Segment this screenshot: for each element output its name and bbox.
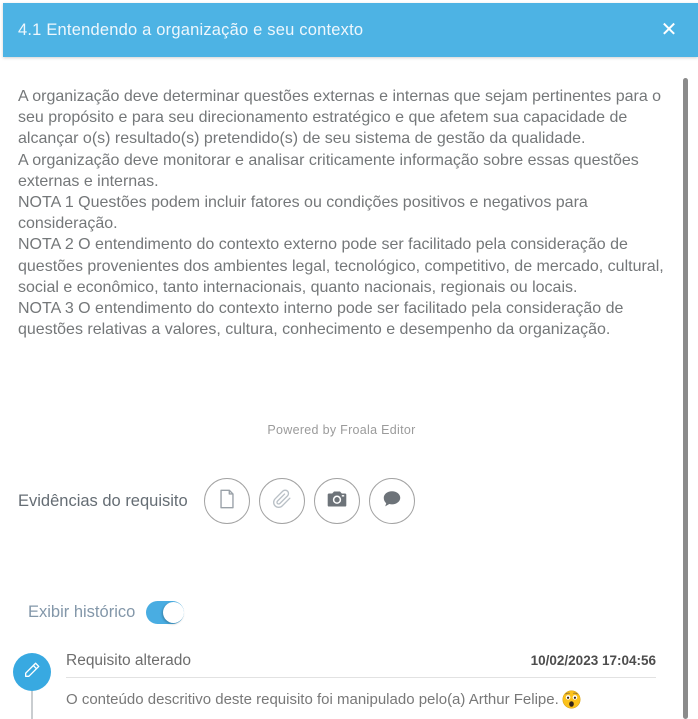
toggle-knob xyxy=(163,602,184,623)
history-item-description-row xyxy=(66,690,581,709)
requirement-description-editor[interactable] xyxy=(18,86,666,340)
description-paragraph: NOTA 1 Questões podem incluir fatores ou condições positivos e negativos para consideração. xyxy=(18,194,588,233)
description-paragraph: NOTA 2 O entendimento do contexto externo pode ser facilitado pela consideração de questões provenientes dos ambientes legal, tecnológico, competitivo, de mercado, cultural, social e econômico, tanto internacionais, quanto nacionais, regionais ou locais. xyxy=(18,236,664,296)
history-item-title: Requisito alterado xyxy=(66,652,191,669)
evidence-comment-button[interactable] xyxy=(369,478,415,524)
evidence-buttons xyxy=(204,478,415,524)
history-item-timestamp: 10/02/2023 17:04:56 xyxy=(530,653,656,668)
document-icon xyxy=(216,488,238,515)
pencil-icon xyxy=(22,660,42,685)
camera-icon xyxy=(325,487,349,516)
modal-header xyxy=(3,3,698,57)
show-history-toggle[interactable] xyxy=(146,601,184,624)
modal-title: 4.1 Entendendo a organização e seu contexto xyxy=(18,20,364,39)
evidence-photo-button[interactable] xyxy=(314,478,360,524)
timeline-connector xyxy=(31,691,33,719)
show-history-label: Exibir histórico xyxy=(28,603,136,621)
close-icon[interactable]: ✕ xyxy=(660,19,678,41)
history-event-badge xyxy=(13,653,51,691)
history-item-header xyxy=(66,652,656,670)
paperclip-icon xyxy=(272,489,292,514)
comment-icon xyxy=(381,488,403,515)
description-paragraph: A organização deve determinar questões externas e internas que sejam pertinentes para o seu propósito e para seu direcionamento estratégico e que afetem sua capacidade de alcançar o(s) resultado(s) pretendido(s) de seu sistema de gestão da qualidade. xyxy=(18,88,662,148)
history-item-description: O conteúdo descritivo deste requisito foi manipulado pelo(a) Arthur Felipe. xyxy=(66,691,559,708)
description-paragraph: NOTA 3 O entendimento do contexto interno pode ser facilitado pela consideração de questões relativas a valores, cultura, conhecimento e desempenho da organização. xyxy=(18,300,624,339)
froala-powered-by-link[interactable]: Powered by Froala Editor xyxy=(267,423,416,437)
evidence-attachment-button[interactable] xyxy=(259,478,305,524)
vertical-scrollbar[interactable] xyxy=(683,78,688,719)
astonished-face-emoji xyxy=(562,690,581,709)
evidence-section-label: Evidências do requisito xyxy=(18,492,188,510)
evidence-document-button[interactable] xyxy=(204,478,250,524)
description-paragraph: A organização deve monitorar e analisar criticamente informação sobre essas questões externas e internas. xyxy=(18,151,639,190)
history-item-divider xyxy=(66,677,656,678)
